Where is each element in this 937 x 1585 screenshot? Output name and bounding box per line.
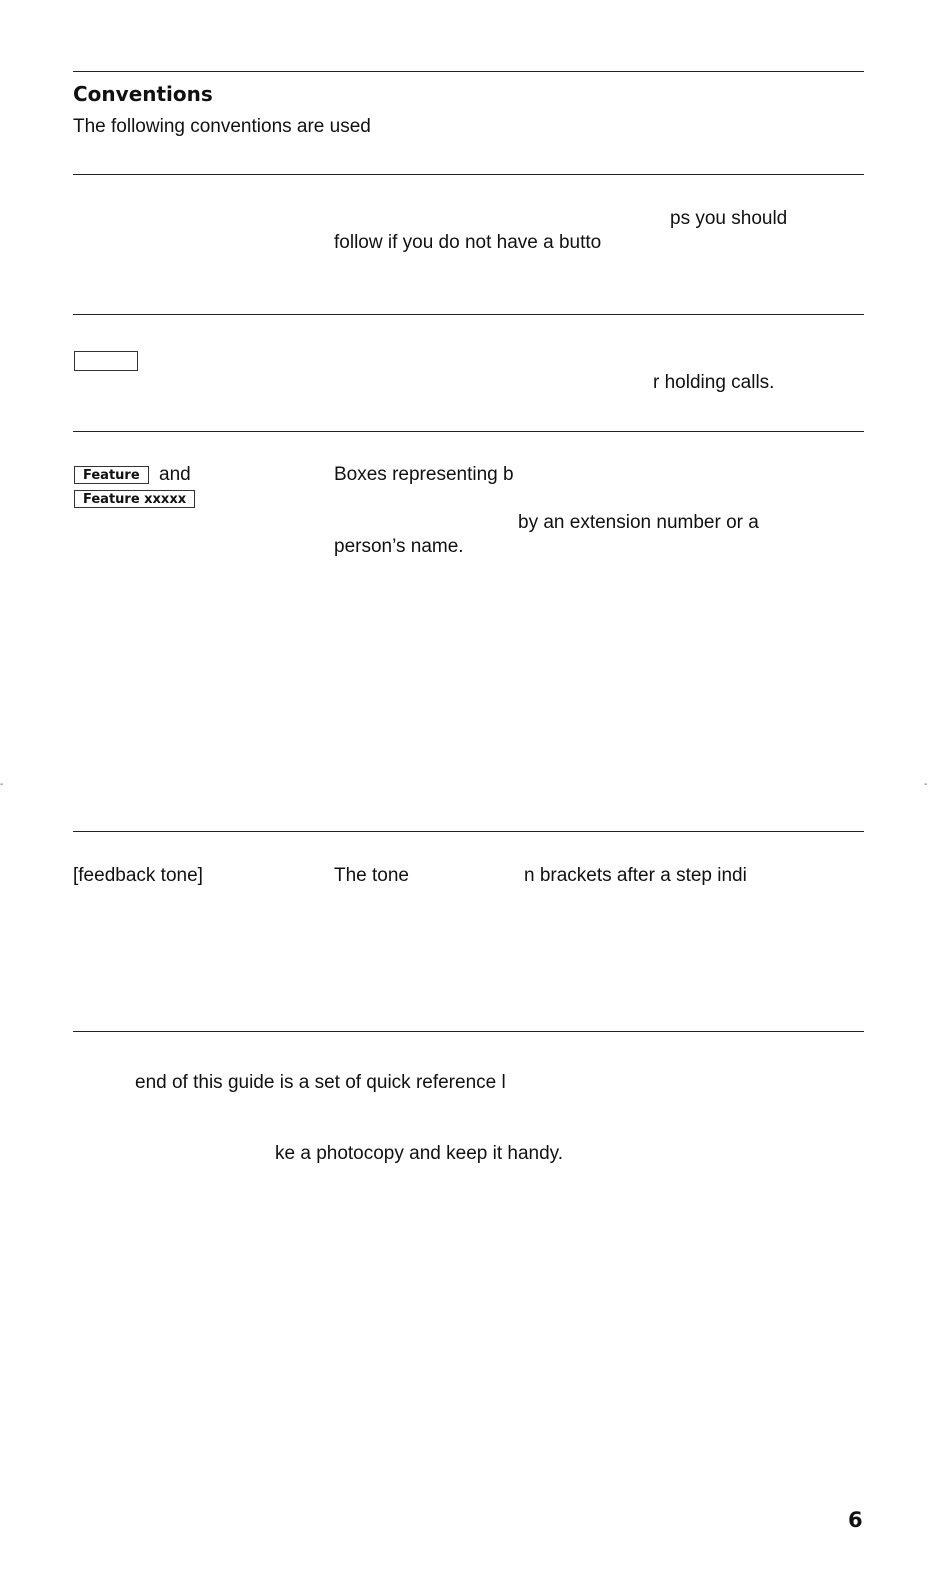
top-rule (73, 71, 864, 72)
footer-rule (73, 1031, 864, 1032)
term-connector: and (159, 464, 191, 485)
row-divider (73, 431, 864, 432)
section-heading: Conventions (73, 82, 213, 106)
row-3-desc-line-2: by an extension number or a (518, 512, 759, 533)
page-number: 6 (848, 1508, 863, 1532)
row-4-desc-line-1: The tone (334, 865, 409, 886)
row-divider (73, 174, 864, 175)
row-3-desc-line-3: person’s name. (334, 536, 464, 557)
row-divider (73, 314, 864, 315)
footer-line-2: ke a photocopy and keep it handy. (275, 1143, 564, 1164)
button-key-box (74, 351, 138, 371)
edge-mark-left: - (0, 779, 4, 790)
edge-mark-right: - (924, 779, 928, 790)
row-3-desc-line-1: Boxes representing b (334, 464, 514, 485)
row-1-desc-line-1: ps you should (670, 208, 788, 229)
feature-extension-key-box: Feature xxxxx (74, 490, 195, 508)
intro-text: The following conventions are used (73, 116, 371, 137)
row-4-desc-line-2: n brackets after a step indi (524, 865, 747, 886)
row-2-desc-line-1: r holding calls. (653, 372, 775, 393)
row-divider (73, 831, 864, 832)
footer-line-1: end of this guide is a set of quick reference l (135, 1072, 506, 1093)
row-4-term: [feedback tone] (73, 865, 203, 886)
row-1-desc-line-2: follow if you do not have a butto (334, 232, 602, 253)
feature-key-box: Feature (74, 466, 149, 484)
